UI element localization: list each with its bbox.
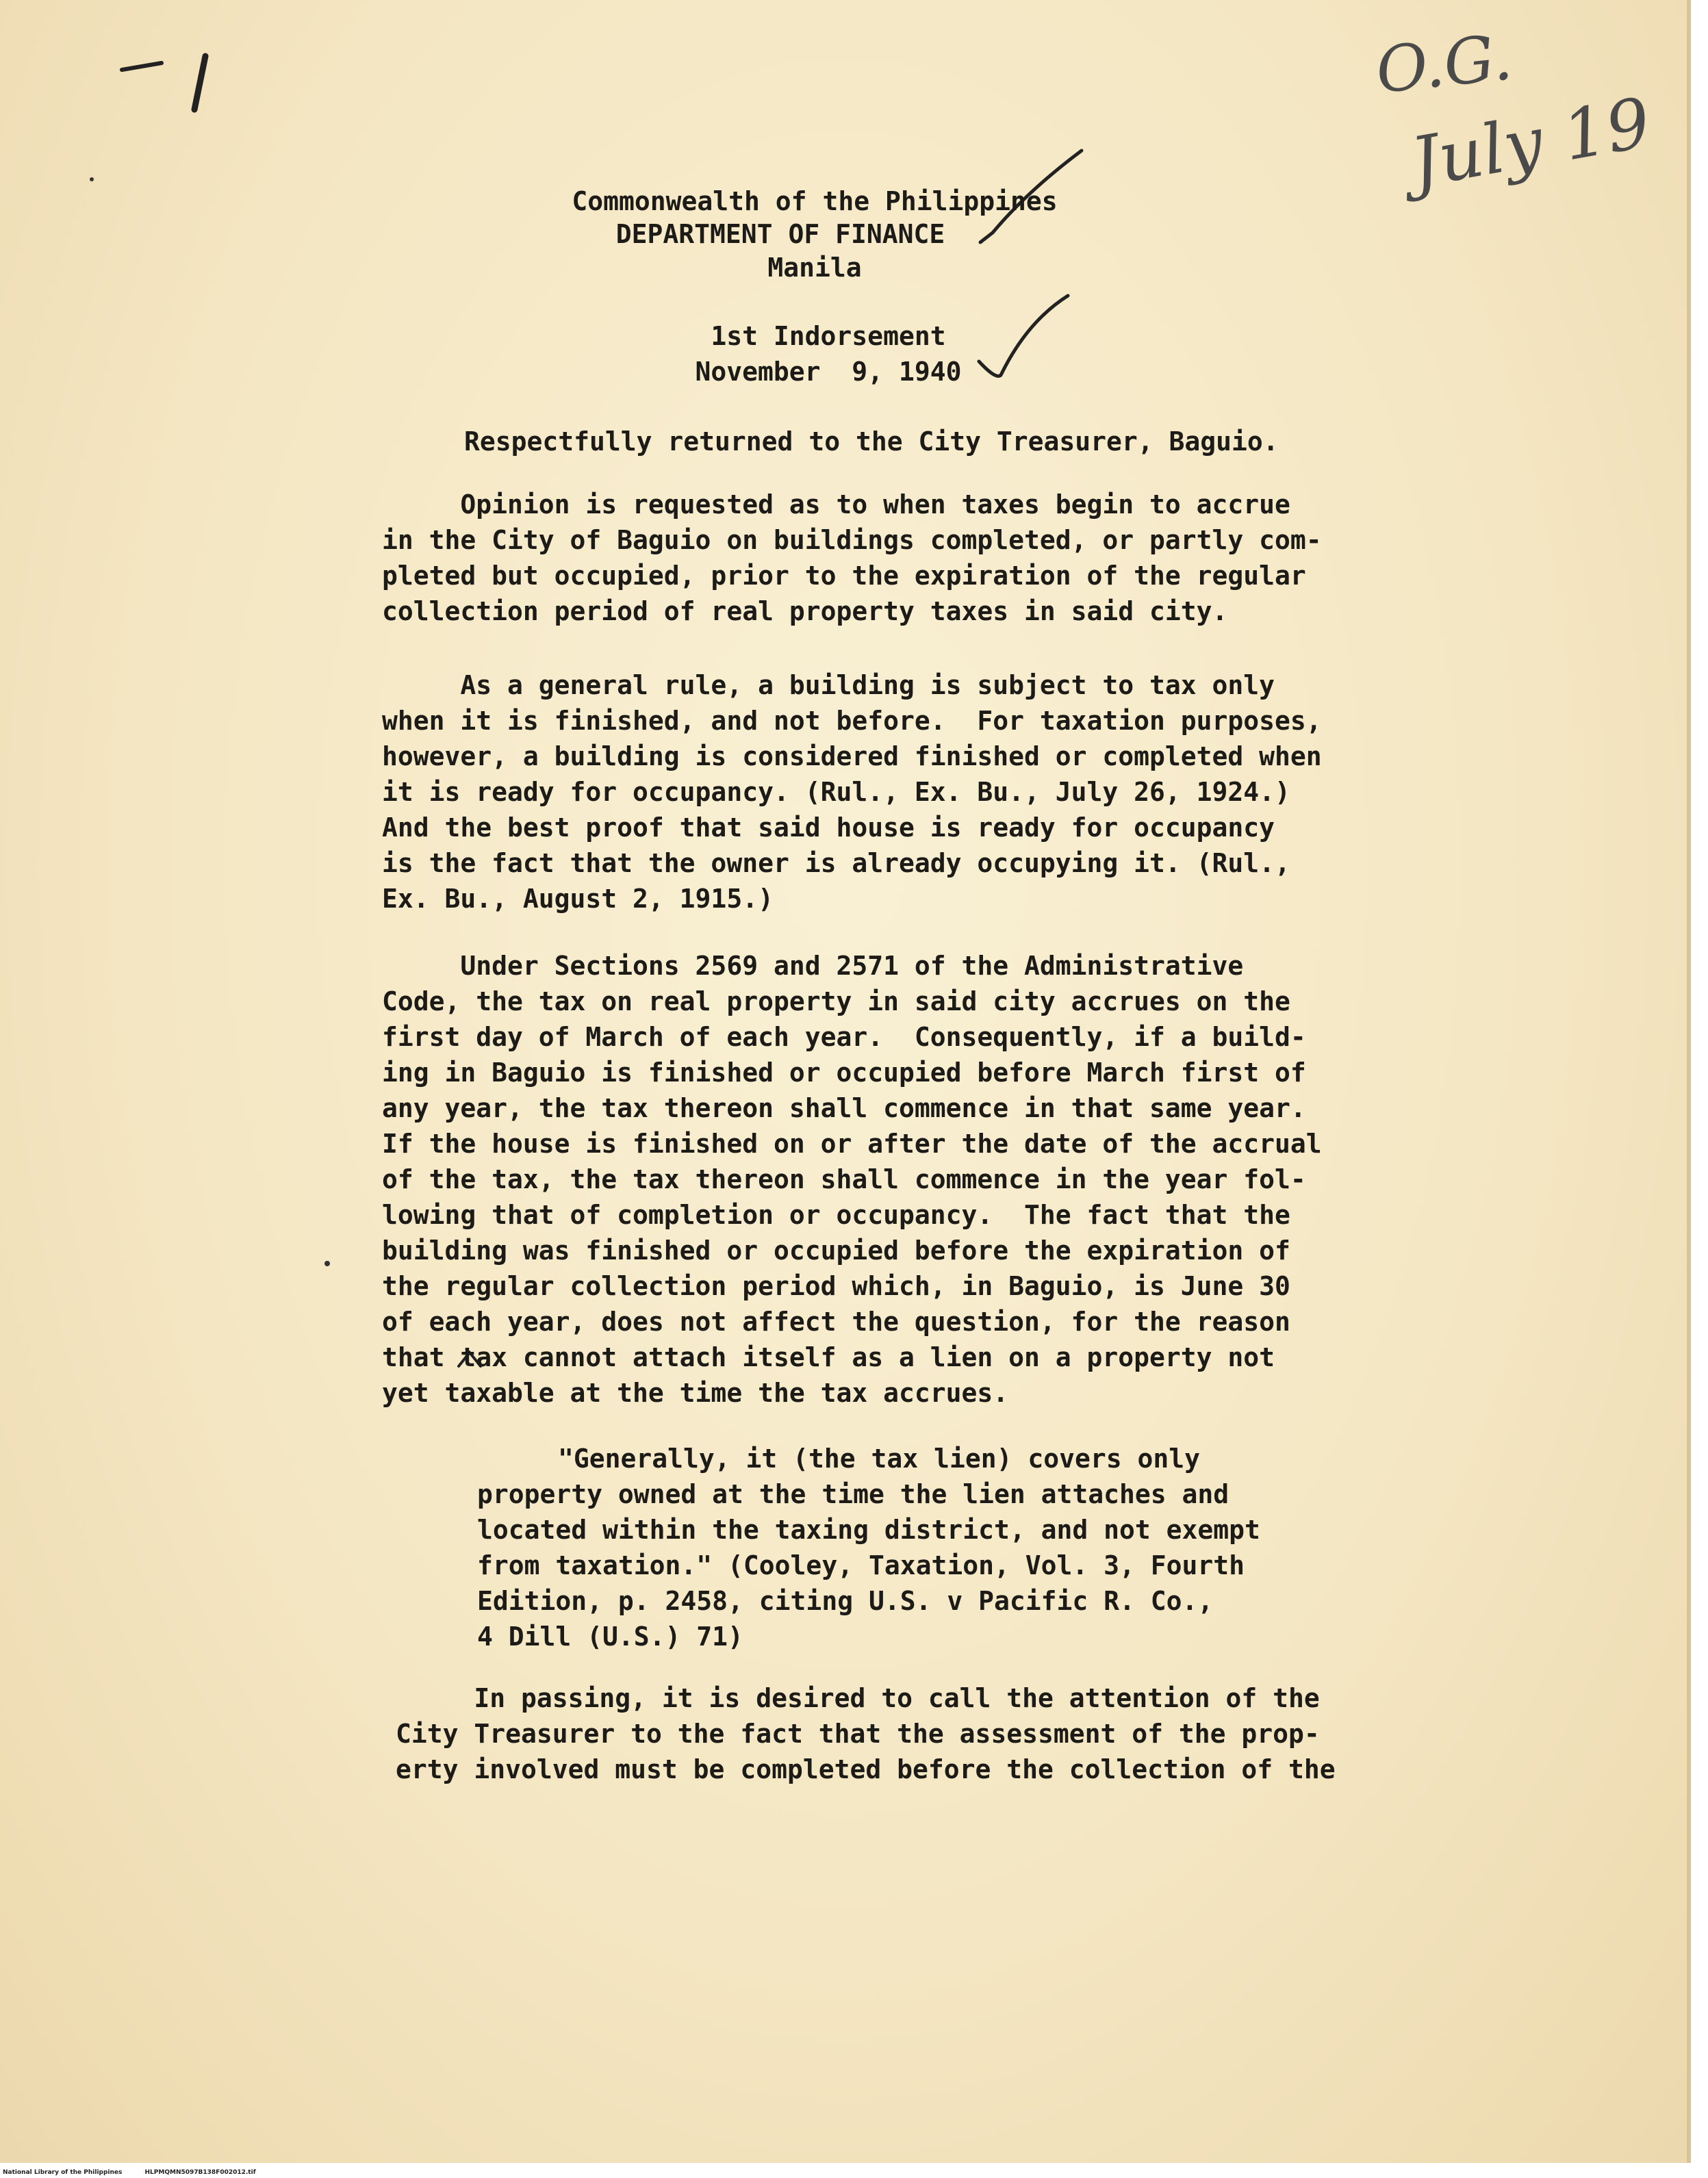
paragraph-2-line: when it is finished, and not before. For taxation purposes, — [382, 706, 1322, 736]
quote-line: from taxation." (Cooley, Taxation, Vol. 3, Fourth — [477, 1550, 1245, 1580]
quote-line: "Generally, it (the tax lien) covers only — [558, 1444, 1200, 1474]
paragraph-3-line: of each year, does not affect the question, for the reason — [382, 1307, 1290, 1337]
indorsement-date: November 9, 1940 — [695, 357, 962, 387]
paragraph-3-line: that tax cannot attach itself as a lien on a property not — [382, 1342, 1275, 1372]
footer-file: HLPMQMN5097B138F002012.tif — [144, 2169, 256, 2176]
top-left-dash-mark — [122, 63, 162, 70]
paragraph-3-line: yet taxable at the time the tax accrues. — [382, 1378, 1009, 1408]
ink-dot — [324, 1261, 330, 1266]
paragraph-2-line: And the best proof that said house is ready for occupancy — [382, 812, 1275, 843]
paragraph-3-line: lowing that of completion or occupancy. The fact that the — [382, 1200, 1290, 1230]
ink-dot — [90, 177, 94, 181]
paragraph-1-line: in the City of Baguio on buildings completed, or partly com- — [382, 525, 1322, 555]
paragraph-3-line: If the house is finished on or after the date of the accrual — [382, 1129, 1322, 1159]
paragraph-3-line: Code, the tax on real property in said city accrues on the — [382, 986, 1290, 1016]
indorsement-title: 1st Indorsement — [711, 321, 946, 351]
paragraph-2-line: however, a building is considered finished or completed when — [382, 741, 1322, 771]
paragraph-3-line: of the tax, the tax thereon shall commence in the year fol- — [382, 1164, 1306, 1194]
quote-line: Edition, p. 2458, citing U.S. v Pacific R. Co., — [477, 1586, 1214, 1616]
footer-library: National Library of the Philippines — [3, 2169, 123, 2176]
salutation: Respectfully returned to the City Treasurer, Baguio. — [464, 426, 1279, 457]
paragraph-4-line: In passing, it is desired to call the attention of the — [396, 1683, 1320, 1713]
top-left-vertical-mark — [194, 56, 205, 110]
header-city: Manila — [767, 253, 862, 283]
paragraph-3-line: any year, the tax thereon shall commence in that same year. — [382, 1093, 1306, 1123]
paragraph-2-line: it is ready for occupancy. (Rul., Ex. Bu., July 26, 1924.) — [382, 777, 1290, 807]
handwritten-date: July 19 — [1405, 82, 1657, 203]
paragraph-3-line: building was finished or occupied before the expiration of — [382, 1235, 1290, 1266]
quote-line: 4 Dill (U.S.) 71) — [477, 1622, 743, 1652]
paragraph-3-line: Under Sections 2569 and 2571 of the Administrative — [382, 951, 1244, 981]
paragraph-3-line: the regular collection period which, in Baguio, is June 30 — [382, 1271, 1290, 1301]
paragraph-2-line: Ex. Bu., August 2, 1915.) — [382, 884, 774, 914]
paragraph-4-line: City Treasurer to the fact that the assessment of the prop- — [396, 1719, 1320, 1749]
paragraph-1-line: collection period of real property taxes in said city. — [382, 596, 1228, 626]
paragraph-1-line: pleted but occupied, prior to the expiration of the regular — [382, 561, 1306, 591]
scan-footer — [0, 2167, 1708, 2178]
quote-line: located within the taxing district, and not exempt — [477, 1515, 1260, 1545]
quote-line: property owned at the time the lien attaches and — [477, 1479, 1229, 1509]
paragraph-4-line: erty involved must be completed before the collection of the — [396, 1754, 1336, 1784]
handwritten-initials: O.G. — [1372, 20, 1516, 108]
paragraph-2-line: is the fact that the owner is already occupying it. (Rul., — [382, 848, 1290, 878]
paragraph-1-line: Opinion is requested as to when taxes begin to accrue — [382, 489, 1290, 520]
paragraph-3-line: first day of March of each year. Consequently, if a build- — [382, 1022, 1306, 1052]
paragraph-3-line: ing in Baguio is finished or occupied before March first of — [382, 1058, 1306, 1088]
header-commonwealth: Commonwealth of the Philippines — [572, 186, 1058, 216]
header-department: DEPARTMENT OF FINANCE — [615, 219, 945, 249]
paragraph-2-line: As a general rule, a building is subject to tax only — [382, 670, 1275, 700]
